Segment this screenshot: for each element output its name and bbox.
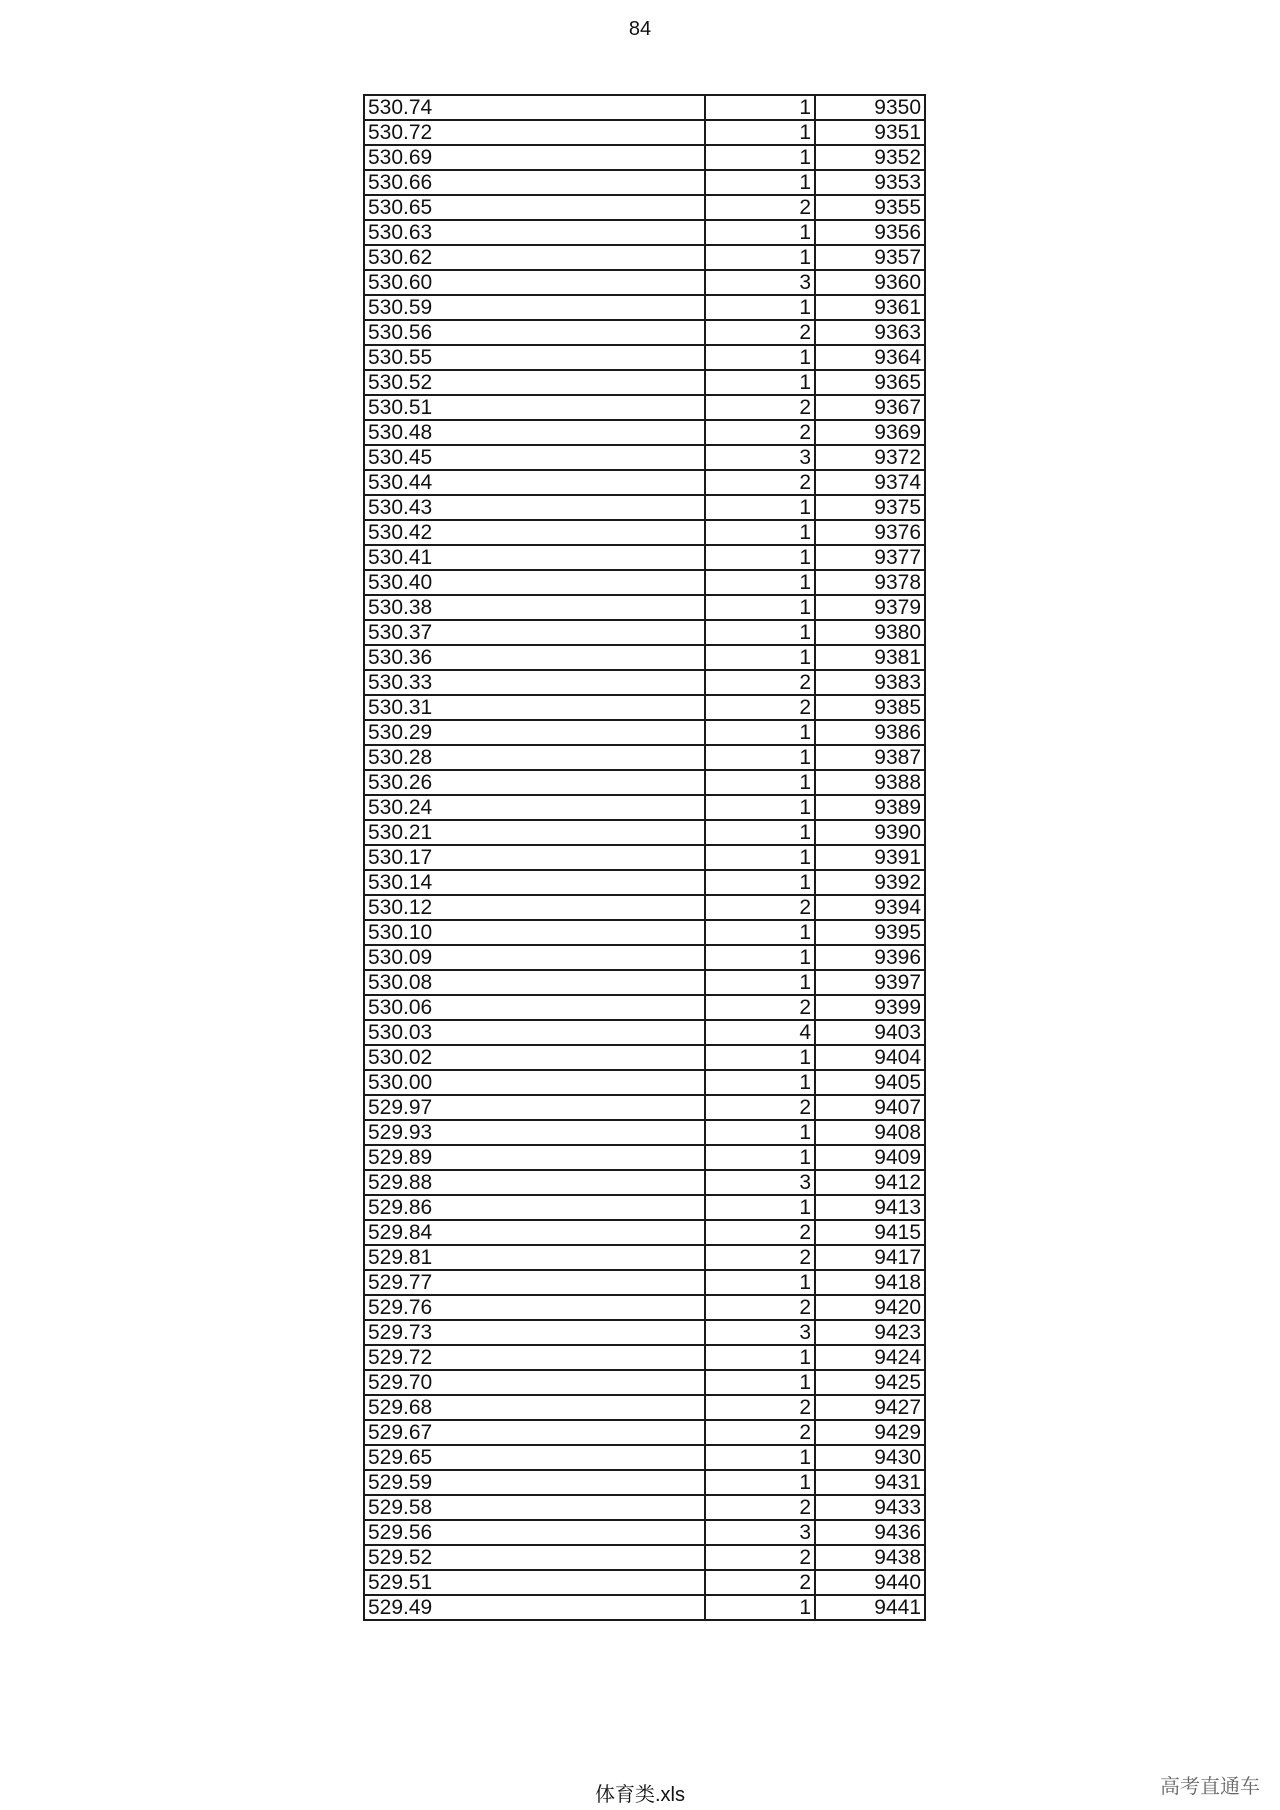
cumulative-cell: 9403 [815, 1020, 925, 1045]
count-cell: 2 [705, 1570, 815, 1595]
cumulative-cell: 9388 [815, 770, 925, 795]
score-cell: 530.10 [364, 920, 705, 945]
score-cell: 530.31 [364, 695, 705, 720]
count-cell: 1 [705, 945, 815, 970]
table-row [364, 695, 925, 720]
table-row [364, 1570, 925, 1595]
cumulative-cell: 9364 [815, 345, 925, 370]
count-cell: 1 [705, 545, 815, 570]
cumulative-cell: 9350 [815, 95, 925, 120]
table-row [364, 95, 925, 120]
score-cell: 530.41 [364, 545, 705, 570]
count-cell: 1 [705, 220, 815, 245]
score-cell: 530.08 [364, 970, 705, 995]
count-cell: 1 [705, 1070, 815, 1095]
table-row [364, 1195, 925, 1220]
table-row [364, 1245, 925, 1270]
table-row [364, 870, 925, 895]
cumulative-cell: 9377 [815, 545, 925, 570]
cumulative-cell: 9429 [815, 1420, 925, 1445]
count-cell: 2 [705, 695, 815, 720]
score-cell: 530.29 [364, 720, 705, 745]
count-cell: 1 [705, 170, 815, 195]
table-row [364, 970, 925, 995]
count-cell: 1 [705, 1145, 815, 1170]
score-cell: 530.40 [364, 570, 705, 595]
score-cell: 530.59 [364, 295, 705, 320]
score-cell: 530.26 [364, 770, 705, 795]
count-cell: 3 [705, 445, 815, 470]
cumulative-cell: 9441 [815, 1595, 925, 1620]
cumulative-cell: 9409 [815, 1145, 925, 1170]
count-cell: 1 [705, 1470, 815, 1495]
score-table-body [364, 95, 925, 1620]
table-row [364, 1220, 925, 1245]
score-cell: 530.44 [364, 470, 705, 495]
cumulative-cell: 9425 [815, 1370, 925, 1395]
count-cell: 1 [705, 1270, 815, 1295]
table-row [364, 945, 925, 970]
cumulative-cell: 9391 [815, 845, 925, 870]
score-cell: 530.69 [364, 145, 705, 170]
table-row [364, 570, 925, 595]
score-cell: 529.65 [364, 1445, 705, 1470]
count-cell: 3 [705, 270, 815, 295]
score-cell: 530.12 [364, 895, 705, 920]
table-row [364, 545, 925, 570]
count-cell: 2 [705, 895, 815, 920]
table-row [364, 170, 925, 195]
count-cell: 1 [705, 970, 815, 995]
score-cell: 530.02 [364, 1045, 705, 1070]
cumulative-cell: 9378 [815, 570, 925, 595]
table-row [364, 320, 925, 345]
footer-filename: 体育类.xls [595, 1784, 685, 1806]
cumulative-cell: 9355 [815, 195, 925, 220]
count-cell: 1 [705, 120, 815, 145]
cumulative-cell: 9440 [815, 1570, 925, 1595]
count-cell: 2 [705, 395, 815, 420]
count-cell: 1 [705, 370, 815, 395]
cumulative-cell: 9424 [815, 1345, 925, 1370]
score-cell: 530.66 [364, 170, 705, 195]
score-cell: 530.52 [364, 370, 705, 395]
score-cell: 530.14 [364, 870, 705, 895]
page-number: 84 [628, 18, 652, 40]
count-cell: 1 [705, 795, 815, 820]
score-cell: 530.72 [364, 120, 705, 145]
cumulative-cell: 9408 [815, 1120, 925, 1145]
watermark-text: 高考直通车 [1160, 1776, 1260, 1798]
table-row [364, 770, 925, 795]
count-cell: 2 [705, 195, 815, 220]
table-row [364, 420, 925, 445]
count-cell: 1 [705, 1595, 815, 1620]
count-cell: 1 [705, 745, 815, 770]
cumulative-cell: 9379 [815, 595, 925, 620]
table-row [364, 270, 925, 295]
count-cell: 1 [705, 870, 815, 895]
score-cell: 530.24 [364, 795, 705, 820]
count-cell: 3 [705, 1520, 815, 1545]
count-cell: 1 [705, 720, 815, 745]
cumulative-cell: 9389 [815, 795, 925, 820]
score-cell: 530.03 [364, 1020, 705, 1045]
score-cell: 530.62 [364, 245, 705, 270]
cumulative-cell: 9427 [815, 1395, 925, 1420]
count-cell: 1 [705, 245, 815, 270]
table-row [364, 145, 925, 170]
count-cell: 2 [705, 995, 815, 1020]
table-row [364, 120, 925, 145]
score-cell: 530.21 [364, 820, 705, 845]
cumulative-cell: 9367 [815, 395, 925, 420]
count-cell: 1 [705, 1345, 815, 1370]
score-cell: 530.55 [364, 345, 705, 370]
table-row [364, 1545, 925, 1570]
cumulative-cell: 9372 [815, 445, 925, 470]
count-cell: 1 [705, 1120, 815, 1145]
cumulative-cell: 9385 [815, 695, 925, 720]
score-cell: 530.36 [364, 645, 705, 670]
count-cell: 1 [705, 595, 815, 620]
table-row [364, 1170, 925, 1195]
score-cell: 530.65 [364, 195, 705, 220]
cumulative-cell: 9374 [815, 470, 925, 495]
table-row [364, 895, 925, 920]
table-row [364, 1320, 925, 1345]
cumulative-cell: 9415 [815, 1220, 925, 1245]
count-cell: 1 [705, 1045, 815, 1070]
cumulative-cell: 9423 [815, 1320, 925, 1345]
cumulative-cell: 9351 [815, 120, 925, 145]
table-row [364, 520, 925, 545]
cumulative-cell: 9390 [815, 820, 925, 845]
count-cell: 2 [705, 1245, 815, 1270]
score-cell: 529.86 [364, 1195, 705, 1220]
table-row [364, 1095, 925, 1120]
score-cell: 530.60 [364, 270, 705, 295]
table-row [364, 1445, 925, 1470]
score-cell: 529.56 [364, 1520, 705, 1545]
cumulative-cell: 9413 [815, 1195, 925, 1220]
score-cell: 530.28 [364, 745, 705, 770]
table-row [364, 1070, 925, 1095]
count-cell: 2 [705, 1295, 815, 1320]
table-row [364, 1345, 925, 1370]
score-cell: 530.00 [364, 1070, 705, 1095]
table-row [364, 720, 925, 745]
score-cell: 529.84 [364, 1220, 705, 1245]
score-cell: 530.38 [364, 595, 705, 620]
cumulative-cell: 9380 [815, 620, 925, 645]
cumulative-cell: 9363 [815, 320, 925, 345]
cumulative-cell: 9433 [815, 1495, 925, 1520]
table-row [364, 220, 925, 245]
score-cell: 530.17 [364, 845, 705, 870]
cumulative-cell: 9396 [815, 945, 925, 970]
score-cell: 530.06 [364, 995, 705, 1020]
cumulative-cell: 9387 [815, 745, 925, 770]
table-row [364, 470, 925, 495]
score-cell: 530.74 [364, 95, 705, 120]
score-cell: 530.63 [364, 220, 705, 245]
table-row [364, 1595, 925, 1620]
table-row [364, 920, 925, 945]
table-row [364, 595, 925, 620]
score-cell: 529.70 [364, 1370, 705, 1395]
table-row [364, 395, 925, 420]
cumulative-cell: 9430 [815, 1445, 925, 1470]
count-cell: 1 [705, 345, 815, 370]
cumulative-cell: 9407 [815, 1095, 925, 1120]
score-table-container [363, 94, 926, 1621]
score-cell: 530.33 [364, 670, 705, 695]
table-row [364, 1270, 925, 1295]
count-cell: 2 [705, 470, 815, 495]
cumulative-cell: 9438 [815, 1545, 925, 1570]
table-row [364, 670, 925, 695]
table-row [364, 1470, 925, 1495]
table-row [364, 1145, 925, 1170]
count-cell: 1 [705, 820, 815, 845]
count-cell: 1 [705, 145, 815, 170]
score-cell: 530.43 [364, 495, 705, 520]
cumulative-cell: 9436 [815, 1520, 925, 1545]
count-cell: 1 [705, 1445, 815, 1470]
score-cell: 529.51 [364, 1570, 705, 1595]
score-cell: 529.67 [364, 1420, 705, 1445]
count-cell: 2 [705, 1220, 815, 1245]
cumulative-cell: 9356 [815, 220, 925, 245]
cumulative-cell: 9397 [815, 970, 925, 995]
score-cell: 529.81 [364, 1245, 705, 1270]
score-cell: 529.93 [364, 1120, 705, 1145]
cumulative-cell: 9376 [815, 520, 925, 545]
count-cell: 1 [705, 495, 815, 520]
table-row [364, 295, 925, 320]
score-cell: 529.77 [364, 1270, 705, 1295]
score-cell: 529.52 [364, 1545, 705, 1570]
score-cell: 529.58 [364, 1495, 705, 1520]
count-cell: 2 [705, 670, 815, 695]
cumulative-cell: 9394 [815, 895, 925, 920]
count-cell: 3 [705, 1170, 815, 1195]
table-row [364, 1045, 925, 1070]
table-row [364, 1370, 925, 1395]
score-cell: 530.37 [364, 620, 705, 645]
count-cell: 1 [705, 1195, 815, 1220]
count-cell: 4 [705, 1020, 815, 1045]
cumulative-cell: 9361 [815, 295, 925, 320]
table-row [364, 1120, 925, 1145]
count-cell: 1 [705, 295, 815, 320]
table-row [364, 1495, 925, 1520]
table-row [364, 820, 925, 845]
cumulative-cell: 9412 [815, 1170, 925, 1195]
score-cell: 529.89 [364, 1145, 705, 1170]
table-row [364, 195, 925, 220]
score-cell: 530.09 [364, 945, 705, 970]
table-row [364, 845, 925, 870]
count-cell: 1 [705, 95, 815, 120]
score-cell: 530.51 [364, 395, 705, 420]
cumulative-cell: 9417 [815, 1245, 925, 1270]
score-cell: 529.68 [364, 1395, 705, 1420]
cumulative-cell: 9352 [815, 145, 925, 170]
score-cell: 529.72 [364, 1345, 705, 1370]
count-cell: 1 [705, 620, 815, 645]
count-cell: 1 [705, 1370, 815, 1395]
cumulative-cell: 9399 [815, 995, 925, 1020]
cumulative-cell: 9420 [815, 1295, 925, 1320]
table-row [364, 1395, 925, 1420]
cumulative-cell: 9357 [815, 245, 925, 270]
score-cell: 529.73 [364, 1320, 705, 1345]
count-cell: 1 [705, 920, 815, 945]
score-cell: 530.45 [364, 445, 705, 470]
cumulative-cell: 9405 [815, 1070, 925, 1095]
cumulative-cell: 9365 [815, 370, 925, 395]
table-row [364, 795, 925, 820]
table-row [364, 245, 925, 270]
table-row [364, 370, 925, 395]
count-cell: 2 [705, 1495, 815, 1520]
cumulative-cell: 9404 [815, 1045, 925, 1070]
count-cell: 2 [705, 1420, 815, 1445]
table-row [364, 1020, 925, 1045]
cumulative-cell: 9386 [815, 720, 925, 745]
count-cell: 2 [705, 1395, 815, 1420]
table-row [364, 1420, 925, 1445]
cumulative-cell: 9375 [815, 495, 925, 520]
table-row [364, 1295, 925, 1320]
table-row [364, 1520, 925, 1545]
score-cell: 529.76 [364, 1295, 705, 1320]
cumulative-cell: 9369 [815, 420, 925, 445]
count-cell: 1 [705, 770, 815, 795]
score-cell: 529.88 [364, 1170, 705, 1195]
count-cell: 1 [705, 570, 815, 595]
table-row [364, 445, 925, 470]
table-row [364, 995, 925, 1020]
score-cell: 530.42 [364, 520, 705, 545]
cumulative-cell: 9360 [815, 270, 925, 295]
cumulative-cell: 9418 [815, 1270, 925, 1295]
count-cell: 1 [705, 520, 815, 545]
count-cell: 3 [705, 1320, 815, 1345]
cumulative-cell: 9431 [815, 1470, 925, 1495]
cumulative-cell: 9395 [815, 920, 925, 945]
table-row [364, 345, 925, 370]
score-cell: 529.49 [364, 1595, 705, 1620]
table-row [364, 645, 925, 670]
table-row [364, 495, 925, 520]
cumulative-cell: 9392 [815, 870, 925, 895]
score-cell: 530.48 [364, 420, 705, 445]
score-cell: 530.56 [364, 320, 705, 345]
cumulative-cell: 9353 [815, 170, 925, 195]
cumulative-cell: 9383 [815, 670, 925, 695]
table-row [364, 745, 925, 770]
count-cell: 1 [705, 845, 815, 870]
cumulative-cell: 9381 [815, 645, 925, 670]
count-cell: 2 [705, 320, 815, 345]
score-cell: 529.59 [364, 1470, 705, 1495]
count-cell: 1 [705, 645, 815, 670]
score-table [363, 94, 926, 1621]
count-cell: 2 [705, 420, 815, 445]
table-row [364, 620, 925, 645]
count-cell: 2 [705, 1545, 815, 1570]
score-cell: 529.97 [364, 1095, 705, 1120]
count-cell: 2 [705, 1095, 815, 1120]
